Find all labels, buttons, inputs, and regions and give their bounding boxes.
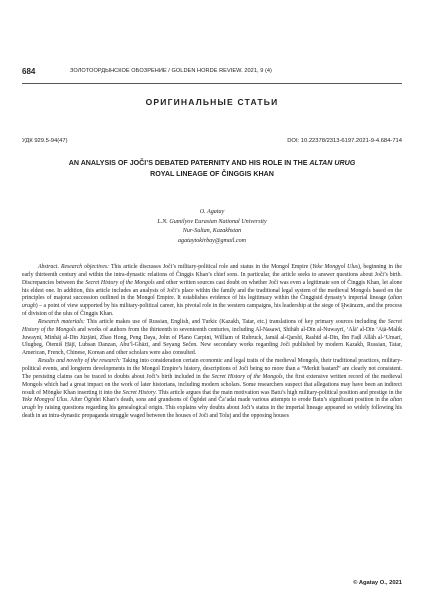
- section-title: ОРИГИНАЛЬНЫЕ СТАТЬИ: [145, 97, 279, 107]
- author-email[interactable]: agataytokirbay@gmail.com: [177, 237, 247, 244]
- author-affiliation: L.N. Gumilyov Eurasian National University: [157, 218, 267, 225]
- objectives-text-g: ) – a point of view supported by his military-political career, his pivotal role in the western campaigns, his leadership at the siege of Ḫwārazm, and the process of division of the ulus of Činggis Khan.: [22, 303, 402, 318]
- article-title-part1: AN ANALYSIS OF JOČI’S DEBATED PATERNITY AND HIS ROLE IN THE: [68, 159, 310, 167]
- results-italic-b: Secret History of the Mongols: [211, 373, 283, 380]
- udc-code: УДК 929.5-94(47): [22, 138, 68, 144]
- running-header: [22, 67, 402, 79]
- abstract-materials: [22, 319, 402, 358]
- author-block: [0, 208, 424, 246]
- results-text-c: , the first extensive written record of the medieval Mongols which had a great impact on the work of later historians, including modern scholars. Some researchers suspect that allegations may have been an indirect result of Möngke Khan inserting it into the: [22, 373, 402, 396]
- results-italic-f: Yeke Mongɣol Ulus: [22, 397, 68, 404]
- abstract-results: [22, 358, 402, 421]
- results-italic-h: altan urugh: [22, 397, 402, 412]
- header-rule: [22, 83, 402, 84]
- doi-link[interactable]: DOI: 10.22378/2313-6197.2021-9-4.684-714: [287, 138, 402, 144]
- copyright-notice: © Agatay O., 2021: [353, 580, 402, 586]
- materials-label: Research materials:: [38, 318, 85, 325]
- objectives-italic-b: Yeke Mongɣol Ulus: [312, 264, 359, 270]
- abstract-body: [22, 264, 402, 421]
- page-number: 684: [22, 67, 36, 76]
- results-italic-d: Secret History: [122, 389, 156, 396]
- article-title-part2: ROYAL LINEAGE OF ČINGGIS KHAN: [150, 170, 274, 179]
- objectives-text-a: This article discusses Joči’s military-political role and status in the Mongol Empire (: [109, 264, 313, 270]
- materials-text-a: This article makes use of Russian, English, and Turkic (Kazakh, Tatar, etc.) translations of key primary sources including the: [84, 318, 388, 325]
- author-name: O. Agatay: [199, 209, 225, 215]
- materials-text-c: and works of authors from the thirteenth to seventeenth centuries, including Al-Nasawī, Shihāb al-Dīn al-Nuwayrī, ‘Alā’ al-Dīn ‘Aṭā-Malik Juwaynī, Minhāj al-Dīn Jūzjānī, Zhao Hong, Peng Daya, John of Plano Carpini, William of Rubruck, Jamāl al-Qarshī, Rashīd al-Dīn, Ibn Faḍl Allāh al-‘Umarī, Ulugbeg, Ötemiš Ḥājī, Lubsan Danzan, Abu’l-Ghāzī, and Seyang Sečen. New secondary works regarding Joči published by modern Kazakh, Russian, Tatar, American, French, Chinese, Korean and other scholars were also consulted.: [22, 326, 402, 357]
- abstract-objectives: [22, 264, 402, 319]
- article-title: [60, 158, 364, 180]
- results-text-i: by raising questions regarding his genealogical origin. This explains why doubts about Joči’s status in the imperial lineage appeared so widely following his death in an intra-dynastic propaganda struggle waged between the houses of Joči and Toluj and the opposing houses: [22, 405, 402, 420]
- results-text-g: . After Ögödei Khan’s death, sons and grandsons of Ögödei and Ča’adai made various attempts to erode Batu’s significant position in the: [67, 397, 391, 404]
- materials-italic-b: Secret History of the Mongols: [22, 318, 402, 333]
- author-city: Nur-Sultan, Kazakhstan: [182, 228, 242, 235]
- journal-title: ЗОЛОТООРДЫНСКОЕ ОБОЗРЕНИЕ / GOLDEN HORDE REVIEW. 2021, 9 (4): [70, 68, 272, 74]
- objectives-italic-d: Secret History of the Mongols: [85, 279, 155, 286]
- objectives-label: Abstract. Research objectives:: [38, 264, 110, 270]
- objectives-text-c: ), beginning in the early thirteenth century and within the intra-dynastic relations of Činggis Khan’s chief sons. In particular, the article seeks to answer questions about Joči’s birth. Discrepancies between the: [22, 264, 402, 286]
- objectives-text-e: and other written sources cast doubt on whether Joči was even a legitimate son of Činggis Khan, let alone his eldest one. In addition, this article includes an analysis of Joči’s place within the family and the traditional legal system of the medieval Mongols based on the principles of majorat succession outlined in the Mongol Empire. It establishes evidence of his legitimacy within the Činggisid dynasty’s imperial lineage (: [22, 279, 402, 302]
- results-text-a: Taking into consideration certain economic and legal traits of the medieval Mongols, their traditional practices, military-political events, and longterm developments in the Mongol Empire’s history, descriptions of Joči being no more than a “Merkit bastard” are clearly not consistent. The persisting claims can be traced to doubts about Joči’s birth included in the: [22, 358, 402, 380]
- results-label: Results and novelty of the research:: [38, 358, 121, 365]
- objectives-italic-f: altan urugh: [22, 295, 402, 310]
- results-text-e: . This article argues that the main motivation was Batu’s high military-political position and prestige in the: [155, 389, 402, 396]
- article-title-italic: ALTAN URUG: [309, 159, 356, 167]
